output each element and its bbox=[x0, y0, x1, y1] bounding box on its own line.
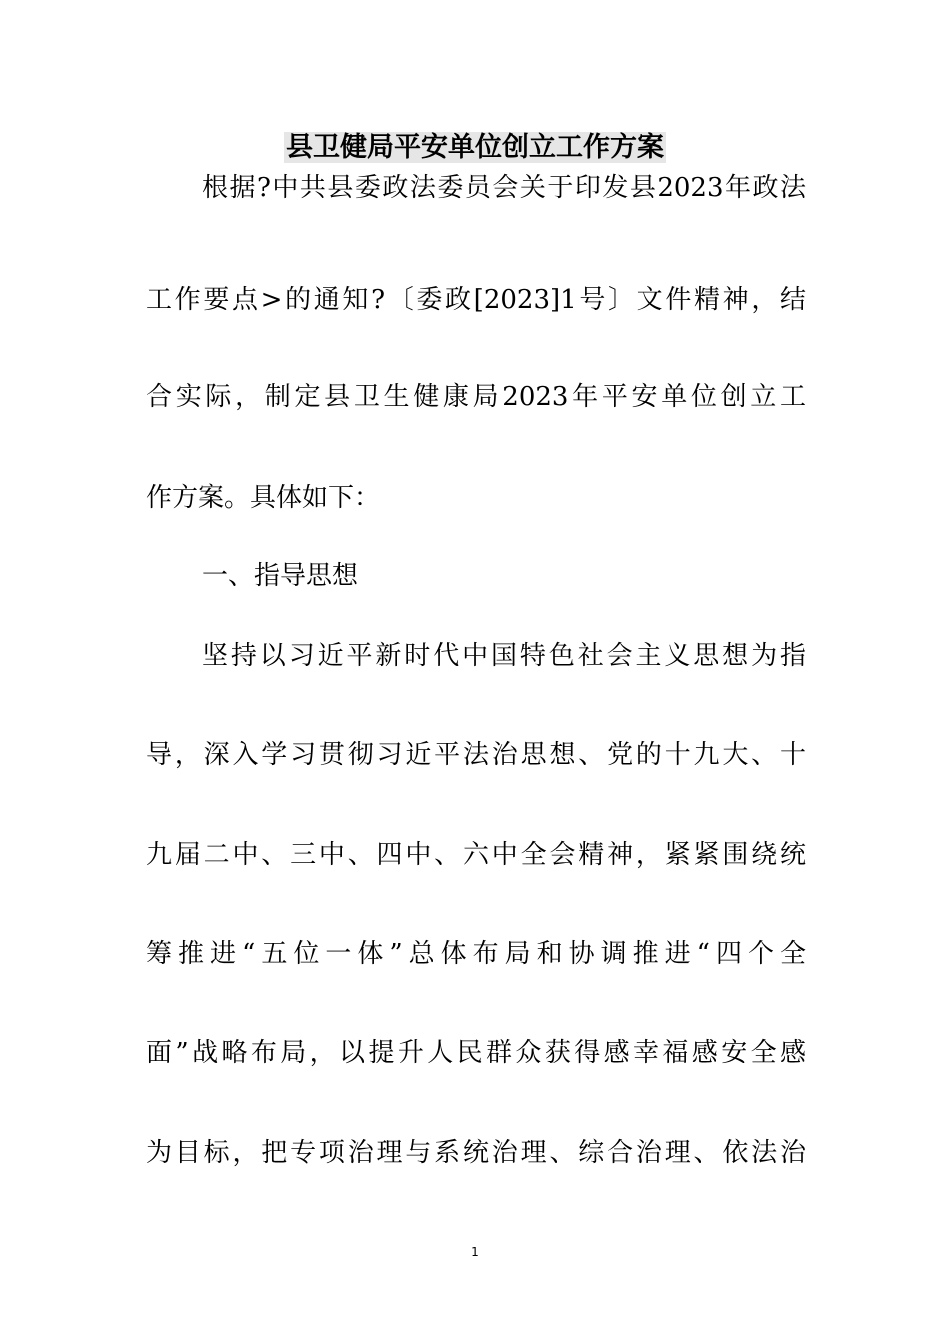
text-line-7: 导，深入学习贯彻习近平法治思想、党的十九大、十 bbox=[146, 740, 806, 770]
text-line-6: 坚持以习近平新时代中国特色社会主义思想为指 bbox=[202, 641, 806, 671]
text-line-1: 根据?中共县委政法委员会关于印发县2023年政法 bbox=[202, 173, 806, 203]
text-line-10: 面”战略布局，以提升人民群众获得感幸福感安全感 bbox=[146, 1038, 806, 1068]
text-line-11: 为目标，把专项治理与系统治理、综合治理、依法治 bbox=[146, 1138, 806, 1168]
text-line-3: 合实际，制定县卫生健康局2023年平安单位创立工 bbox=[146, 382, 806, 412]
text-line-9: 筹推进“五位一体”总体布局和协调推进“四个全 bbox=[146, 939, 806, 969]
text-line-8: 九届二中、三中、四中、六中全会精神，紧紧围绕统 bbox=[146, 840, 806, 870]
document-title-text: 县卫健局平安单位创立工作方案 bbox=[286, 132, 664, 163]
section-heading-guiding-ideology: 一、指导思想 bbox=[202, 561, 359, 591]
page-number: 1 bbox=[471, 1245, 479, 1259]
text-line-4: 作方案。具体如下： bbox=[146, 483, 381, 513]
document-title bbox=[0, 128, 950, 168]
text-line-2: 工作要点>的通知?〔委政[2023]1号〕文件精神，结 bbox=[146, 285, 806, 315]
